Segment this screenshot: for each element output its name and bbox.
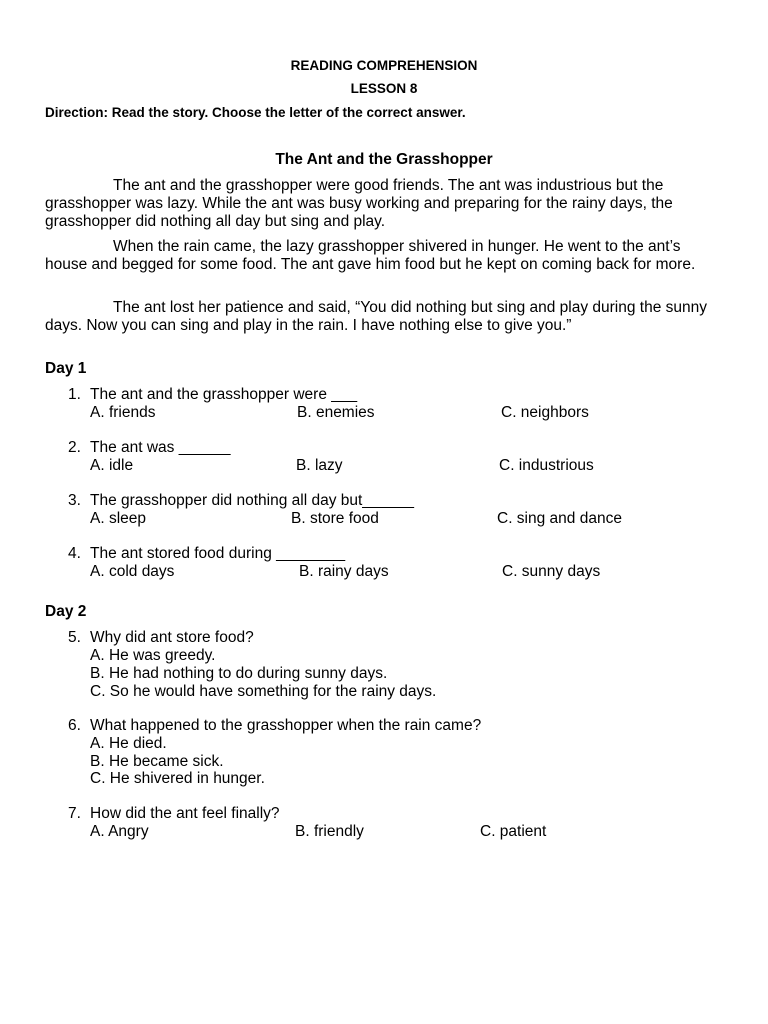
option-a: A. cold days — [90, 563, 175, 580]
story-paragraph: The ant and the grasshopper were good friends. The ant was industrious but the grasshopper was lazy. While the ant was busy working and preparing for the rainy days, the grasshopper did nothing all day but sing and play. — [45, 177, 673, 230]
question-number: 7. — [68, 805, 81, 822]
story-paragraph: The ant lost her patience and said, “You did nothing but sing and play during the sunny days. Now you can sing and play in the rain. I have nothing else to give you.” — [45, 299, 708, 334]
option-a: A. He was greedy. — [90, 647, 216, 664]
option-c: C. sing and dance — [497, 510, 622, 527]
direction-text: Direction: Read the story. Choose the letter of the correct answer. — [45, 105, 466, 120]
question-text: What happened to the grasshopper when the rain came? — [90, 717, 482, 734]
story-title: The Ant and the Grasshopper — [275, 151, 493, 168]
lesson-label: LESSON 8 — [350, 81, 418, 96]
option-a: A. friends — [90, 404, 156, 421]
question-text: The grasshopper did nothing all day but______ — [90, 492, 415, 509]
question-number: 2. — [68, 439, 81, 456]
option-b: B. He became sick. — [90, 753, 224, 770]
question-number: 4. — [68, 545, 81, 562]
option-b: B. enemies — [297, 404, 375, 421]
option-a: A. Angry — [90, 823, 149, 840]
question-text: The ant and the grasshopper were ___ — [90, 386, 358, 403]
option-c: C. patient — [480, 823, 547, 840]
day-1-heading: Day 1 — [45, 360, 87, 377]
option-c: C. neighbors — [501, 404, 589, 421]
option-b: B. lazy — [296, 457, 343, 474]
question-text: The ant was ______ — [90, 439, 231, 456]
option-a: A. He died. — [90, 735, 167, 752]
question-text: Why did ant store food? — [90, 629, 254, 646]
option-c: C. industrious — [499, 457, 594, 474]
question-number: 1. — [68, 386, 81, 403]
option-b: B. friendly — [295, 823, 364, 840]
question-number: 6. — [68, 717, 81, 734]
option-c: C. So he would have something for the rainy days. — [90, 683, 437, 700]
option-b: B. store food — [291, 510, 379, 527]
option-a: A. sleep — [90, 510, 147, 527]
question-number: 3. — [68, 492, 81, 509]
question-number: 5. — [68, 629, 81, 646]
worksheet-title: READING COMPREHENSION — [290, 58, 478, 73]
story-paragraph: When the rain came, the lazy grasshopper shivered in hunger. He went to the ant’s house and begged for some food. The ant gave him food but he kept on coming back for more. — [45, 238, 696, 273]
option-c: C. sunny days — [502, 563, 601, 580]
option-b: B. rainy days — [299, 563, 389, 580]
question-text: How did the ant feel finally? — [90, 805, 280, 822]
option-c: C. He shivered in hunger. — [90, 770, 265, 787]
day-2-heading: Day 2 — [45, 603, 87, 620]
question-text: The ant stored food during ________ — [90, 545, 346, 562]
option-b: B. He had nothing to do during sunny days. — [90, 665, 388, 682]
option-a: A. idle — [90, 457, 134, 474]
